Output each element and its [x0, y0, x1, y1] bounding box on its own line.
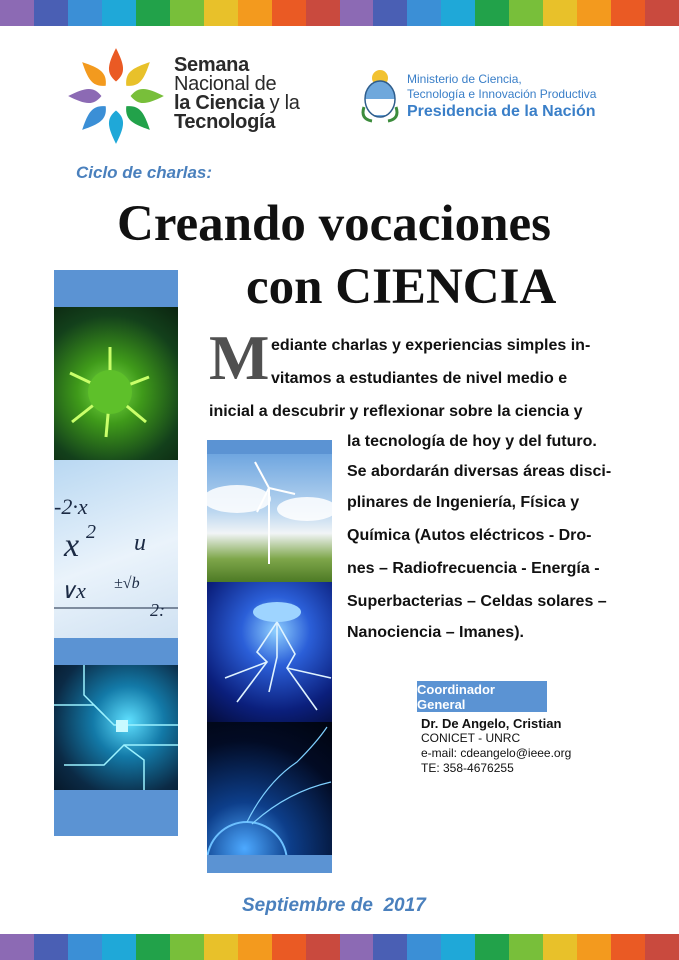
coordinator-heading: Coordinador General	[417, 681, 547, 712]
stripe-segment	[577, 0, 611, 26]
stripe-segment	[272, 934, 306, 960]
coordinator-name: Dr. De Angelo, Cristian	[421, 716, 562, 731]
body-line: Se abordarán diversas áreas disci-	[347, 463, 612, 480]
stripe-segment	[0, 934, 34, 960]
stripe-segment	[238, 934, 272, 960]
title-line1: Creando vocaciones	[117, 196, 551, 252]
coordinator-phone: TE: 358-4676255	[421, 761, 514, 775]
drop-cap: M	[209, 322, 270, 393]
stripe-segment	[170, 0, 204, 26]
stripe-segment	[102, 0, 136, 26]
stripe-segment	[68, 934, 102, 960]
stripe-segment	[509, 0, 543, 26]
stripe-segment	[136, 0, 170, 26]
stripe-segment	[204, 934, 238, 960]
body-line: ediante charlas y experiencias simples in-	[271, 337, 591, 354]
plasma-sphere-image	[207, 722, 332, 855]
cycle-label: Ciclo de charlas:	[76, 163, 213, 182]
stripe-segment	[543, 934, 577, 960]
stripe-segment	[475, 934, 509, 960]
math-chalkboard-image	[54, 460, 178, 638]
stripe-segment	[441, 934, 475, 960]
body-line: Nanociencia – Imanes).	[347, 624, 524, 641]
wind-turbine-image	[207, 454, 332, 582]
stripe-segment	[373, 934, 407, 960]
ministry-logo-text	[407, 72, 647, 122]
svg-text:x: x	[64, 527, 80, 564]
stripe-segment	[136, 934, 170, 960]
top-color-stripe	[0, 0, 679, 26]
stripe-segment	[407, 0, 441, 26]
svg-text:2: 2	[86, 521, 96, 543]
svg-text:∨x: ∨x	[60, 578, 86, 603]
stripe-segment	[0, 0, 34, 26]
stripe-segment	[645, 0, 679, 26]
stripe-segment	[611, 0, 645, 26]
coordinator-affiliation: CONICET - UNRC	[421, 731, 521, 745]
snct-line3-light: y la	[264, 92, 300, 114]
stripe-segment	[611, 934, 645, 960]
svg-text:±√b: ±√b	[114, 575, 140, 592]
stripe-segment	[102, 934, 136, 960]
ministry-line2: Tecnología e Innovación Productiva	[407, 87, 597, 101]
stripe-segment	[441, 0, 475, 26]
stripe-segment	[34, 0, 68, 26]
snct-line3-bold: la Ciencia	[174, 92, 265, 114]
coat-of-arms-icon	[360, 67, 400, 123]
stripe-segment	[373, 0, 407, 26]
snct-line2: Nacional de	[174, 73, 277, 95]
stripe-segment	[170, 934, 204, 960]
body-line: nes – Radiofrecuencia - Energía -	[347, 560, 600, 577]
ministry-line3: Presidencia de la Nación	[407, 103, 596, 120]
stripe-segment	[340, 934, 374, 960]
stripe-segment	[272, 0, 306, 26]
stripe-segment	[34, 934, 68, 960]
title-line2: con CIENCIA	[246, 259, 557, 315]
stripe-segment	[204, 0, 238, 26]
body-line: la tecnología de hoy y del futuro.	[347, 433, 597, 450]
stripe-segment	[306, 0, 340, 26]
stripe-segment	[577, 934, 611, 960]
body-line: Superbacterias – Celdas solares –	[347, 593, 607, 610]
svg-text:u: u	[134, 530, 146, 556]
snct-star-logo	[64, 44, 168, 148]
stripe-segment	[543, 0, 577, 26]
snct-line1: Semana	[174, 54, 249, 76]
circuit-tech-image	[54, 665, 178, 790]
stripe-segment	[645, 934, 679, 960]
svg-text:-2·x: -2·x	[54, 494, 88, 519]
lightning-image	[207, 582, 332, 722]
coordinator-email: e-mail: cdeangelo@ieee.org	[421, 746, 572, 760]
stripe-segment	[238, 0, 272, 26]
svg-text:2:: 2:	[150, 600, 165, 620]
stripe-segment	[306, 934, 340, 960]
body-line: vitamos a estudiantes de nivel medio e	[271, 370, 568, 387]
ministry-line1: Ministerio de Ciencia,	[407, 72, 522, 86]
stripe-segment	[407, 934, 441, 960]
stripe-segment	[340, 0, 374, 26]
body-line: Química (Autos eléctricos - Dro-	[347, 527, 592, 544]
body-line: inicial a descubrir y reflexionar sobre la ciencia y	[209, 403, 583, 420]
snct-logo-text	[174, 56, 344, 132]
virus-image	[54, 307, 178, 460]
stripe-segment	[475, 0, 509, 26]
bottom-color-stripe	[0, 934, 679, 960]
snct-line4: Tecnología	[174, 111, 276, 133]
body-line: plinares de Ingeniería, Física y	[347, 494, 580, 511]
stripe-segment	[509, 934, 543, 960]
stripe-segment	[68, 0, 102, 26]
event-date: Septiembre de 2017	[242, 895, 426, 916]
